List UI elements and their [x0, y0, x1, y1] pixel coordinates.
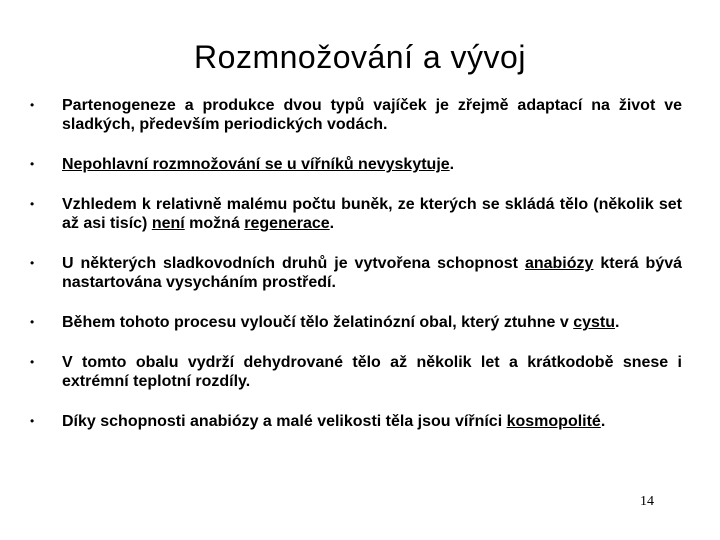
bullet-icon: • — [30, 98, 35, 112]
bullet-icon: • — [30, 197, 35, 211]
bullet-icon: • — [30, 157, 35, 171]
bullet-text: . — [449, 156, 455, 173]
bullet-item-asexual-reproduction — [30, 155, 682, 174]
bullet-text: která bývá nastartována vysycháním prostředí. — [62, 255, 683, 291]
bullet-text: . — [600, 413, 606, 430]
bullet-item-anabiosis — [30, 254, 682, 292]
bullet-icon: • — [30, 355, 35, 369]
bullet-list — [30, 96, 682, 431]
bullet-item-dehydration — [30, 353, 682, 391]
bullet-text: . — [329, 215, 335, 232]
bullet-text: Díky schopnosti anabiózy a malé velikosti těla jsou vířníci — [62, 413, 507, 430]
bullet-text: Vzhledem k relativně malému počtu buněk, ze kterých se skládá tělo (několik set až asi tisíc) — [62, 196, 682, 232]
bullet-text: V tomto obalu vydrží dehydrované tělo až několik let a krátkodobě snese i extrémní teplotní rozdíly. — [62, 354, 682, 390]
bullet-item-cyst — [30, 313, 682, 332]
underlined-term: cystu — [573, 314, 615, 331]
underlined-term: regenerace — [244, 215, 330, 232]
bullet-item-parthenogenesis — [30, 96, 682, 134]
slide-title: Rozmnožování a vývoj — [194, 39, 526, 76]
bullet-item-regeneration — [30, 195, 682, 233]
bullet-text: Partenogeneze a produkce dvou typů vajíček je zřejmě adaptací na život ve sladkých, především periodických vodách. — [62, 97, 682, 133]
bullet-text: . — [614, 314, 620, 331]
bullet-text: U některých sladkovodních druhů je vytvořena schopnost — [62, 255, 525, 272]
bullet-icon: • — [30, 315, 35, 329]
underlined-term: anabiózy — [524, 255, 594, 272]
underlined-term: kosmopolité — [506, 413, 601, 430]
bullet-text: možná — [184, 215, 245, 232]
underlined-term: není — [151, 215, 185, 232]
bullet-icon: • — [30, 414, 35, 428]
bullet-item-cosmopolitan — [30, 412, 682, 431]
page-number: 14 — [640, 494, 654, 509]
bullet-text: Během tohoto procesu vyloučí tělo želatinózní obal, který ztuhne v — [62, 314, 574, 331]
underlined-term: Nepohlavní rozmnožování se u vířníků nevyskytuje — [62, 156, 450, 173]
bullet-icon: • — [30, 256, 35, 270]
